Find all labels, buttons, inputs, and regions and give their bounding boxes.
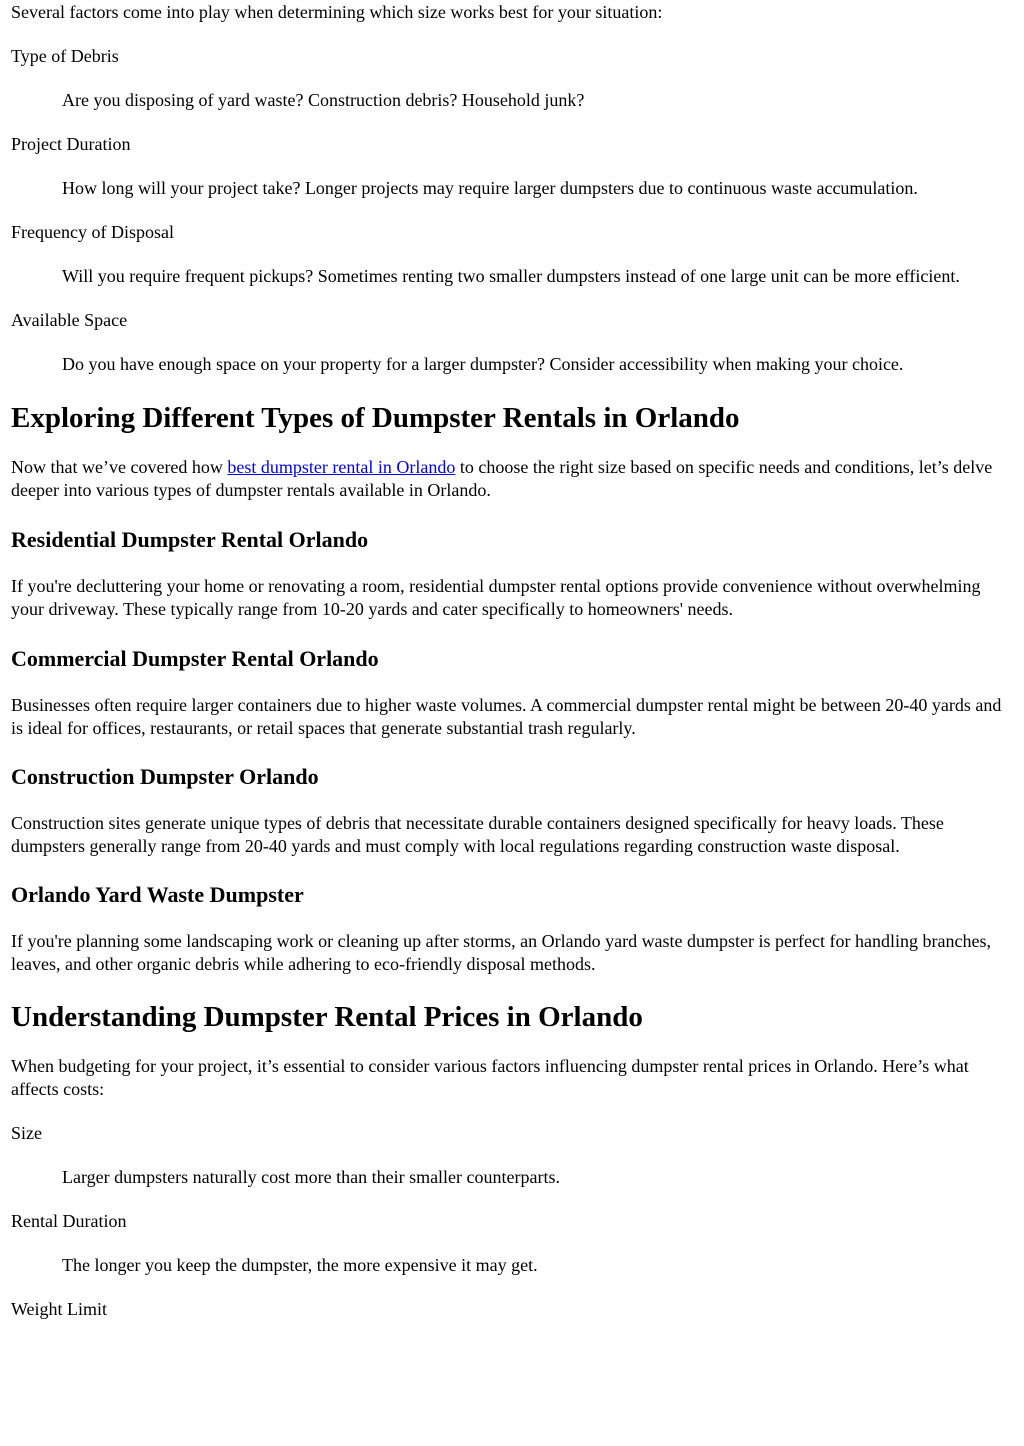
types-intro-paragraph: [11, 456, 1015, 502]
prices-intro-paragraph: When budgeting for your project, it’s essential to consider various factors influencing dumpster rental prices in Orlando. Here’s what affects costs:: [11, 1056, 969, 1099]
subsection-heading-yard-waste: Orlando Yard Waste Dumpster: [11, 882, 304, 907]
size-factors-list: [11, 45, 1015, 376]
subsection-heading-residential: Residential Dumpster Rental Orlando: [11, 527, 369, 552]
subsection-text-commercial: Businesses often require larger containers due to higher waste volumes. A commercial dumpster rental might be between 20-40 yards and is ideal for offices, restaurants, or retail spaces that generate substantial trash regularly.: [11, 695, 1002, 738]
types-intro-text-after: to choose the right size based on specific needs and conditions, let’s delve deeper into various types of dumpster rentals available in Orlando.: [11, 457, 993, 500]
factor-description: How long will your project take? Longer projects may require larger dumpsters due to continuous waste accumulation.: [62, 178, 918, 198]
factor-term: Frequency of Disposal: [11, 222, 174, 242]
price-factor-description: The longer you keep the dumpster, the more expensive it may get.: [62, 1255, 538, 1275]
subsection-heading-construction: Construction Dumpster Orlando: [11, 764, 319, 789]
factor-description: Will you require frequent pickups? Sometimes renting two smaller dumpsters instead of one large unit can be more efficient.: [62, 266, 960, 286]
factor-term: Project Duration: [11, 134, 131, 154]
price-factor-term: Size: [11, 1123, 42, 1143]
best-dumpster-rental-link[interactable]: best dumpster rental in Orlando: [227, 457, 456, 477]
factor-description: Are you disposing of yard waste? Construction debris? Household junk?: [62, 90, 585, 110]
subsection-heading-commercial: Commercial Dumpster Rental Orlando: [11, 646, 379, 671]
intro-paragraph: Several factors come into play when determining which size works best for your situation:: [11, 2, 663, 22]
section-heading-types: Exploring Different Types of Dumpster Rentals in Orlando: [11, 402, 740, 434]
price-factor-term: Weight Limit: [11, 1299, 108, 1319]
factor-term: Type of Debris: [11, 46, 119, 66]
section-heading-prices: Understanding Dumpster Rental Prices in Orlando: [11, 1001, 643, 1033]
subsection-text-construction: Construction sites generate unique types of debris that necessitate durable containers designed specifically for heavy loads. These dumpsters generally range from 20-40 yards and must comply with local regulations regarding construction waste disposal.: [11, 813, 944, 856]
types-intro-text-before: Now that we’ve covered how: [11, 457, 228, 477]
article-body: [11, 0, 1015, 1321]
subsection-text-residential: If you're decluttering your home or renovating a room, residential dumpster rental options provide convenience without overwhelming your driveway. These typically range from 10-20 yards and cater specifically to homeowners' needs.: [11, 576, 981, 619]
price-factor-term: Rental Duration: [11, 1211, 127, 1231]
factor-description: Do you have enough space on your property for a larger dumpster? Consider accessibility when making your choice.: [62, 354, 904, 374]
factor-term: Available Space: [11, 310, 128, 330]
subsection-text-yard-waste: If you're planning some landscaping work or cleaning up after storms, an Orlando yard waste dumpster is perfect for handling branches, leaves, and other organic debris while adhering to eco-friendly disposal methods.: [11, 931, 991, 974]
price-factor-description: Larger dumpsters naturally cost more than their smaller counterparts.: [62, 1167, 561, 1187]
price-factors-list: [11, 1122, 1015, 1321]
